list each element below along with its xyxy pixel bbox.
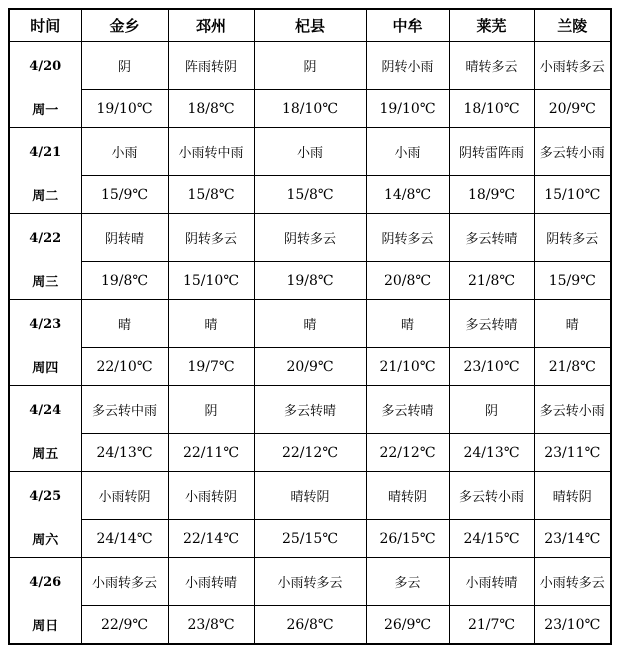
weather-cell: 阵雨转阴 (168, 42, 254, 90)
temp-cell: 14/8℃ (366, 176, 449, 214)
weather-cell: 多云转晴 (366, 386, 449, 434)
weather-cell: 阴转雷阵雨 (449, 128, 534, 176)
weather-cell: 阴 (254, 42, 366, 90)
weather-cell: 阴转多云 (254, 214, 366, 262)
temp-cell: 24/15℃ (449, 520, 534, 558)
weather-row (9, 386, 611, 434)
weather-cell: 小雨转多云 (254, 558, 366, 606)
weather-row (9, 214, 611, 262)
temp-cell: 19/7℃ (168, 348, 254, 386)
temp-cell: 18/8℃ (168, 90, 254, 128)
temp-cell: 18/10℃ (449, 90, 534, 128)
header-row (9, 9, 611, 42)
date-label: 4/22 (29, 230, 62, 246)
weather-cell: 阴 (449, 386, 534, 434)
weekday-label: 周三 (32, 275, 59, 290)
weather-cell: 晴 (81, 300, 168, 348)
date-cell (9, 472, 81, 558)
weather-cell: 多云转小雨 (534, 386, 611, 434)
temp-row (9, 90, 611, 128)
weather-cell: 小雨转多云 (534, 42, 611, 90)
date-cell (9, 128, 81, 214)
weather-cell: 小雨转中雨 (168, 128, 254, 176)
weather-cell: 多云转小雨 (449, 472, 534, 520)
weather-row (9, 472, 611, 520)
weekday-label: 周四 (32, 361, 59, 376)
weekday-label: 周日 (32, 619, 59, 634)
city-header-qixian: 杞县 (254, 9, 366, 42)
table-header (9, 9, 611, 42)
weather-cell: 晴 (254, 300, 366, 348)
time-column-header: 时间 (9, 9, 81, 42)
weather-cell: 晴 (366, 300, 449, 348)
temp-cell: 24/14℃ (81, 520, 168, 558)
weather-cell: 小雨转晴 (449, 558, 534, 606)
city-header-lanling: 兰陵 (534, 9, 611, 42)
temp-cell: 19/10℃ (81, 90, 168, 128)
temp-row (9, 262, 611, 300)
weather-cell: 小雨 (254, 128, 366, 176)
weekday-label: 周一 (32, 103, 59, 118)
weather-cell: 晴转阴 (534, 472, 611, 520)
temp-cell: 20/8℃ (366, 262, 449, 300)
temp-cell: 15/9℃ (81, 176, 168, 214)
date-cell (9, 558, 81, 645)
temp-cell: 23/14℃ (534, 520, 611, 558)
weather-cell: 多云转中雨 (81, 386, 168, 434)
temp-row (9, 348, 611, 386)
table-body (9, 42, 611, 645)
temp-cell: 15/8℃ (254, 176, 366, 214)
temp-cell: 19/8℃ (81, 262, 168, 300)
weather-cell: 晴转多云 (449, 42, 534, 90)
temp-cell: 23/11℃ (534, 434, 611, 472)
weekday-label: 周五 (32, 447, 59, 462)
weather-cell: 小雨转阴 (81, 472, 168, 520)
weather-cell: 晴 (168, 300, 254, 348)
temp-cell: 25/15℃ (254, 520, 366, 558)
weather-cell: 晴转阴 (366, 472, 449, 520)
temp-cell: 22/12℃ (366, 434, 449, 472)
temp-cell: 21/10℃ (366, 348, 449, 386)
weather-cell: 小雨转晴 (168, 558, 254, 606)
date-label: 4/24 (29, 402, 62, 418)
temp-cell: 19/10℃ (366, 90, 449, 128)
temp-cell: 21/8℃ (449, 262, 534, 300)
weather-cell: 多云转小雨 (534, 128, 611, 176)
date-cell (9, 300, 81, 386)
temp-cell: 24/13℃ (449, 434, 534, 472)
date-label: 4/25 (29, 488, 62, 504)
temp-cell: 23/10℃ (534, 606, 611, 645)
temp-cell: 22/9℃ (81, 606, 168, 645)
temp-cell: 26/15℃ (366, 520, 449, 558)
weather-cell: 多云转晴 (449, 300, 534, 348)
date-label: 4/26 (29, 574, 62, 590)
weather-cell: 小雨 (81, 128, 168, 176)
temp-cell: 26/8℃ (254, 606, 366, 645)
weather-forecast-table (8, 8, 612, 645)
date-cell (9, 214, 81, 300)
weather-row (9, 42, 611, 90)
weather-cell: 多云 (366, 558, 449, 606)
temp-row (9, 606, 611, 645)
temp-cell: 18/10℃ (254, 90, 366, 128)
temp-cell: 20/9℃ (534, 90, 611, 128)
weekday-label: 周二 (32, 189, 59, 204)
weather-cell: 阴 (168, 386, 254, 434)
weather-cell: 阴转多云 (366, 214, 449, 262)
temp-cell: 18/9℃ (449, 176, 534, 214)
temp-cell: 26/9℃ (366, 606, 449, 645)
weather-cell: 小雨转阴 (168, 472, 254, 520)
city-header-jinxiang: 金乡 (81, 9, 168, 42)
date-label: 4/23 (29, 316, 62, 332)
weather-cell: 小雨 (366, 128, 449, 176)
weather-cell: 晴转阴 (254, 472, 366, 520)
temp-cell: 23/8℃ (168, 606, 254, 645)
temp-cell: 19/8℃ (254, 262, 366, 300)
weather-row (9, 558, 611, 606)
temp-cell: 15/10℃ (534, 176, 611, 214)
city-header-pizhou: 邳州 (168, 9, 254, 42)
temp-cell: 23/10℃ (449, 348, 534, 386)
weather-cell: 小雨转多云 (81, 558, 168, 606)
temp-cell: 22/10℃ (81, 348, 168, 386)
weather-row (9, 128, 611, 176)
date-label: 4/21 (29, 144, 62, 160)
weather-cell: 晴 (534, 300, 611, 348)
temp-row (9, 434, 611, 472)
weather-row (9, 300, 611, 348)
temp-cell: 24/13℃ (81, 434, 168, 472)
temp-cell: 15/8℃ (168, 176, 254, 214)
temp-cell: 22/14℃ (168, 520, 254, 558)
temp-cell: 22/11℃ (168, 434, 254, 472)
temp-cell: 21/7℃ (449, 606, 534, 645)
weather-cell: 阴转小雨 (366, 42, 449, 90)
temp-cell: 15/9℃ (534, 262, 611, 300)
temp-cell: 20/9℃ (254, 348, 366, 386)
weather-cell: 阴转多云 (168, 214, 254, 262)
temp-row (9, 520, 611, 558)
weekday-label: 周六 (32, 533, 59, 548)
city-header-zhongmu: 中牟 (366, 9, 449, 42)
temp-cell: 22/12℃ (254, 434, 366, 472)
temp-cell: 15/10℃ (168, 262, 254, 300)
weather-cell: 多云转晴 (449, 214, 534, 262)
temp-cell: 21/8℃ (534, 348, 611, 386)
weather-cell: 阴转多云 (534, 214, 611, 262)
weather-cell: 阴 (81, 42, 168, 90)
temp-row (9, 176, 611, 214)
weather-cell: 多云转晴 (254, 386, 366, 434)
date-label: 4/20 (29, 58, 62, 74)
weather-cell: 阴转晴 (81, 214, 168, 262)
date-cell (9, 42, 81, 128)
city-header-laiwu: 莱芜 (449, 9, 534, 42)
date-cell (9, 386, 81, 472)
weather-cell: 小雨转多云 (534, 558, 611, 606)
